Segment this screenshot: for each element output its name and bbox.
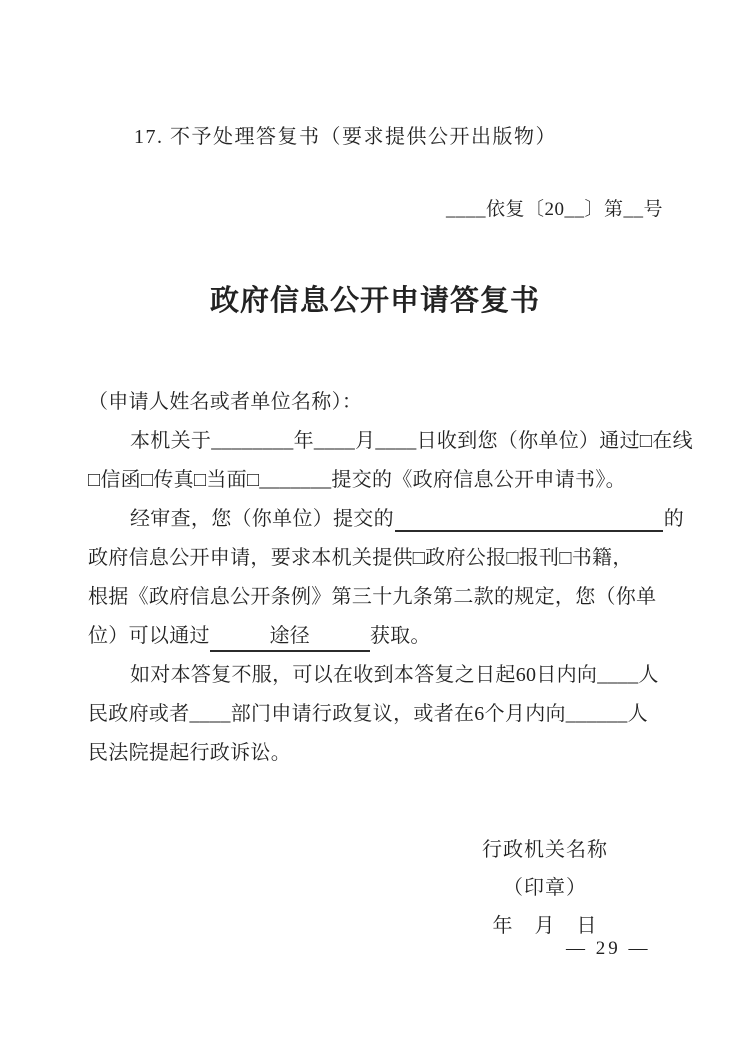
document-body xyxy=(88,383,693,773)
date-line: 年 月 日 xyxy=(492,915,598,937)
channel-line-suffix: 获取。 xyxy=(369,625,431,647)
body-line-appeal-1: 如对本答复不服，可以在收到本答复之日起60日内向____人 xyxy=(130,664,659,686)
body-line-publication-types: 政府信息公开申请，要求本机关提供□政府公报□报刊□书籍， xyxy=(88,547,633,569)
body-line-appeal-3: 民法院提起行政诉讼。 xyxy=(88,742,291,764)
page-number: — 29 — xyxy=(566,938,651,959)
request-title-blank xyxy=(395,530,663,532)
document-number: ____依复〔20__〕第__号 xyxy=(445,199,663,220)
signature-block xyxy=(420,831,670,945)
channel-line-prefix: 位）可以通过 xyxy=(88,625,210,647)
body-line-channel xyxy=(88,617,684,656)
body-line-submission-channels: □信函□传真□当面□_______提交的《政府信息公开申请书》。 xyxy=(88,469,626,491)
review-line-suffix: 的 xyxy=(663,508,684,530)
page-title: 政府信息公开申请答复书 xyxy=(209,285,540,317)
seal-line: （印章） xyxy=(503,877,587,899)
channel-blank: 途径 xyxy=(210,623,370,652)
body-line-appeal-2: 民政府或者____部门申请行政复议，或者在6个月内向______人 xyxy=(88,703,648,725)
body-line-receipt-date: 本机关于________年____月____日收到您（你单位）通过□在线 xyxy=(130,430,693,452)
section-heading: 17. 不予处理答复书（要求提供公开出版物） xyxy=(134,126,557,148)
body-line-regulation-cite: 根据《政府信息公开条例》第三十九条第二款的规定，您（你单 xyxy=(88,586,657,608)
body-line-review xyxy=(88,500,684,539)
review-line-text: 经审查，您（你单位）提交的 xyxy=(130,508,394,530)
salutation-line: （申请人姓名或者单位名称）： xyxy=(88,391,363,413)
agency-name-line: 行政机关名称 xyxy=(482,839,608,861)
